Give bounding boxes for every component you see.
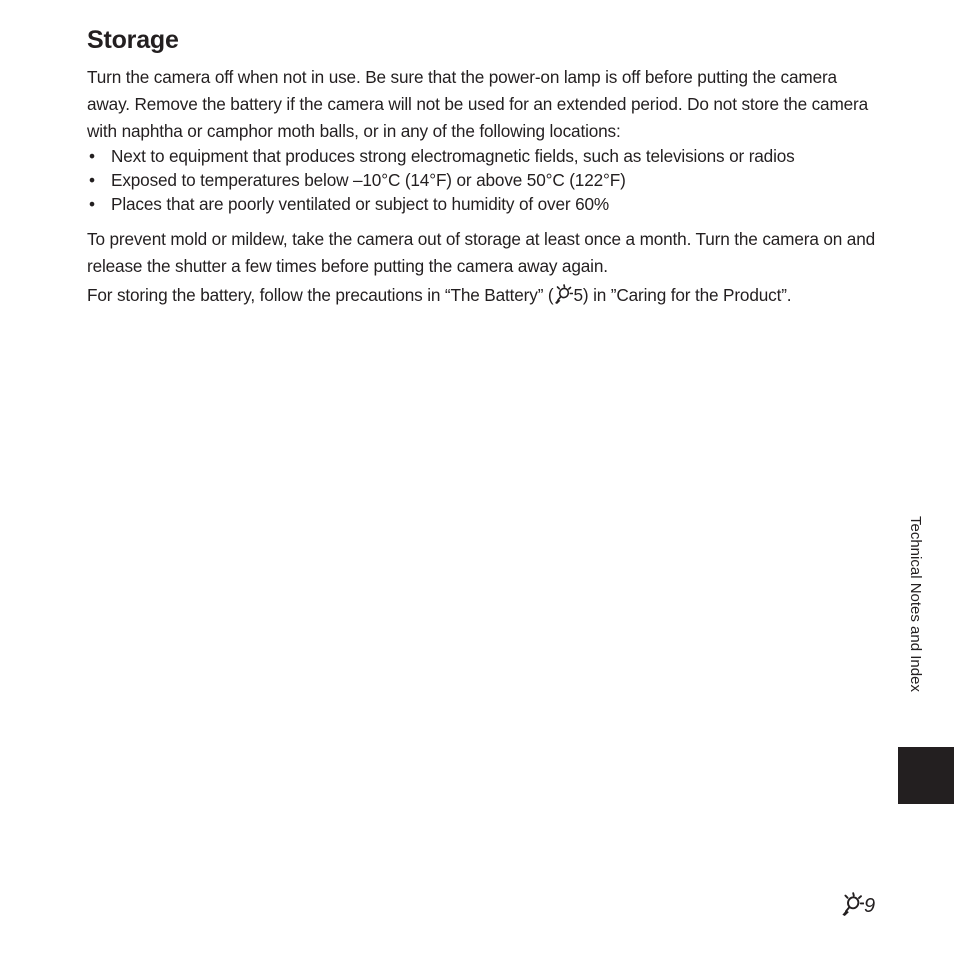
list-item-text: Next to equipment that produces strong electromagnetic fields, such as televisions or radios: [111, 146, 795, 167]
technical-notes-icon: [553, 284, 573, 304]
side-tab-label[interactable]: Technical Notes and Index: [907, 516, 924, 692]
bullet-marker: •: [89, 170, 95, 191]
list-item: [87, 192, 877, 216]
list-item: [87, 144, 877, 168]
battery-ref-page[interactable]: 5: [573, 284, 583, 305]
storage-section: [87, 64, 877, 309]
page-number-value: 9: [864, 895, 876, 917]
list-item: [87, 168, 877, 192]
bullet-marker: •: [89, 194, 95, 215]
battery-text-after: ) in ”Caring for the Product”.: [582, 284, 792, 305]
technical-notes-icon: [840, 892, 864, 916]
battery-text-before: For storing the battery, follow the precautions in “The Battery” (: [87, 284, 554, 305]
list-item-text: Exposed to temperatures below –10°C (14°F) or above 50°C (122°F): [111, 170, 626, 191]
mold-paragraph: To prevent mold or mildew, take the camera out of storage at least once a month. Turn the camera on and release the shutter a few times before putting the camera away again.: [87, 229, 876, 277]
page-title: Storage: [87, 26, 179, 54]
page-number: [840, 892, 875, 920]
bullet-marker: •: [89, 146, 95, 167]
storage-locations-list: [87, 144, 877, 216]
list-item-text: Places that are poorly ventilated or subject to humidity of over 60%: [111, 194, 610, 215]
side-tab-marker: [898, 747, 954, 804]
battery-paragraph: [87, 282, 877, 309]
intro-paragraph: Turn the camera off when not in use. Be sure that the power-on lamp is off before putting the camera away. Remove the battery if the camera will not be used for an extended period. Do not store the camera with naphtha or camphor moth balls, or in any of the following locations:: [87, 67, 869, 141]
